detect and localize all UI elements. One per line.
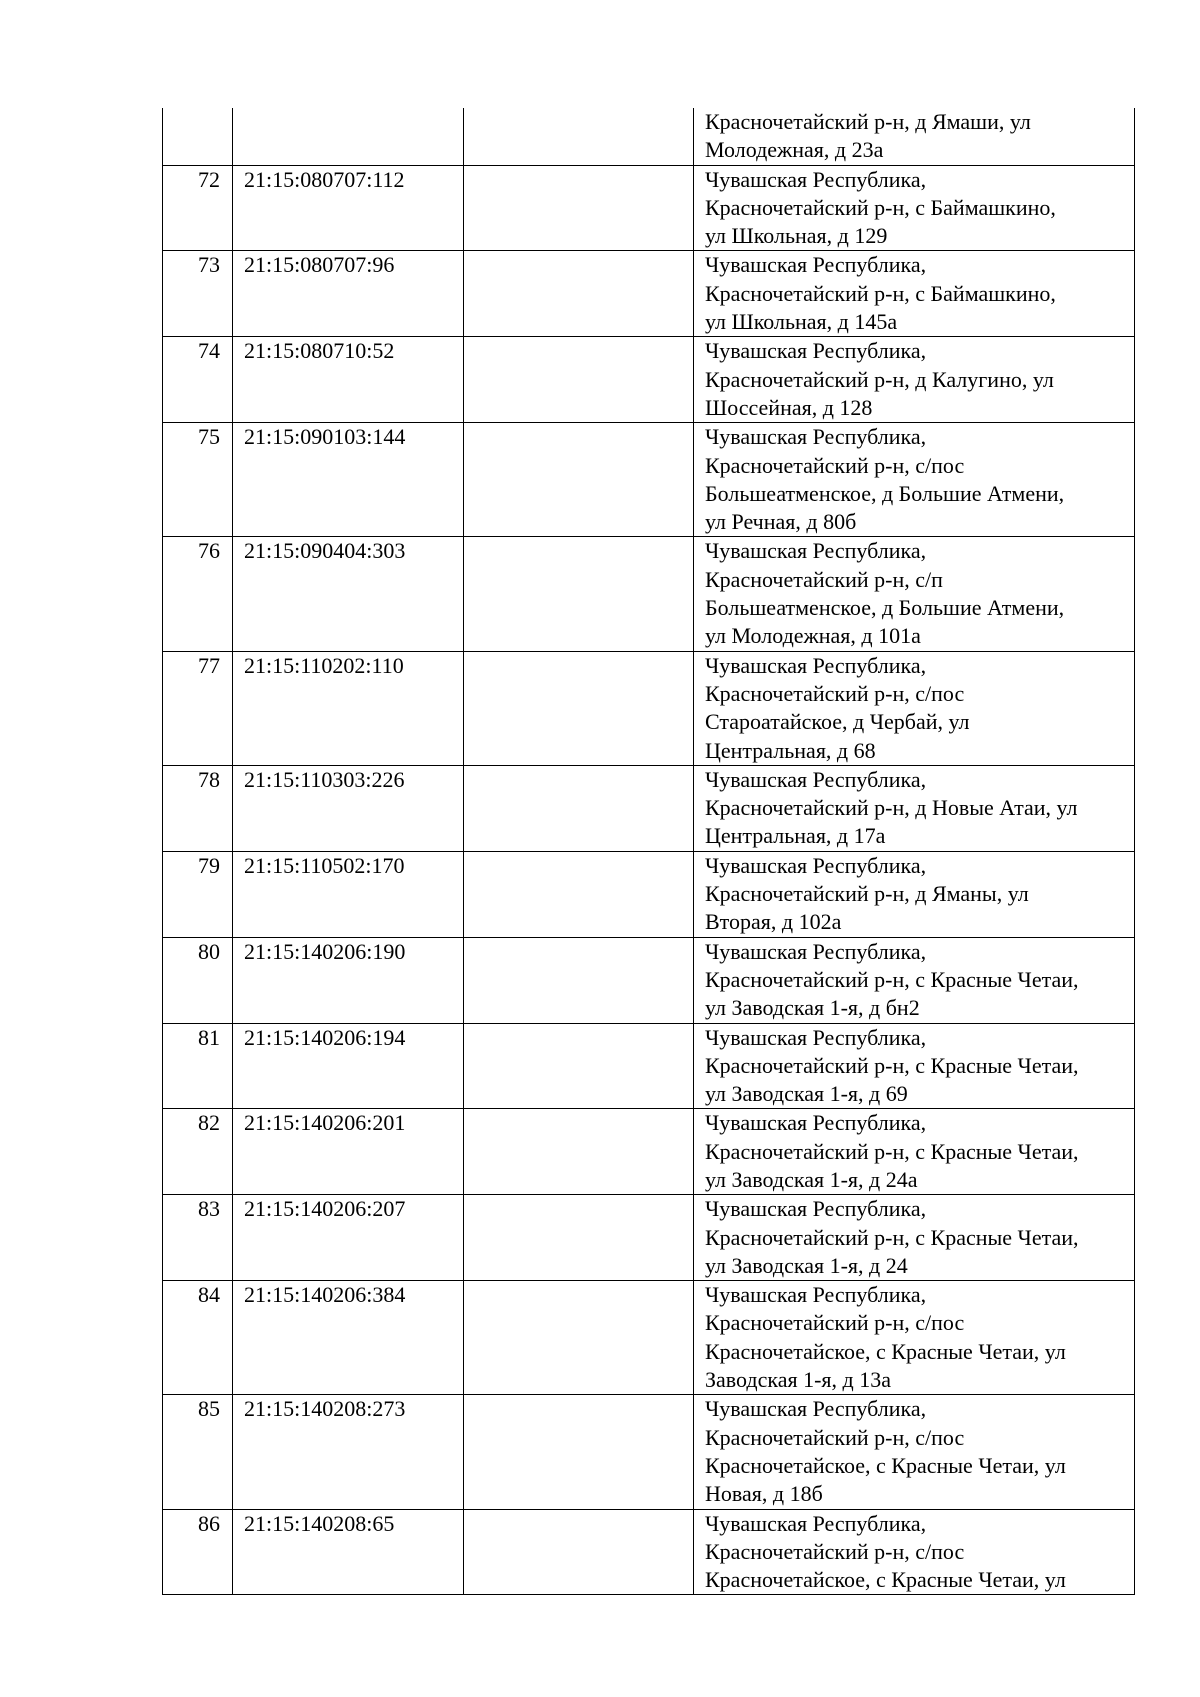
address-line: Большеатменское, д Большие Атмени, <box>705 595 1065 621</box>
row-number-cell: 79 <box>163 851 233 937</box>
address-line: Чувашская Республика, <box>705 1110 927 1136</box>
table-row <box>163 537 1135 651</box>
row-number-cell: 76 <box>163 537 233 651</box>
address-line: ул Молодежная, д 101а <box>705 623 921 649</box>
row-number-cell: 84 <box>163 1281 233 1395</box>
address-cell <box>694 251 1135 337</box>
address-line: Красночетайский р-н, с Красные Четаи, <box>705 966 1079 992</box>
address-line: Красночетайский р-н, с Красные Четаи, <box>705 1224 1079 1250</box>
property-table <box>162 108 1135 1595</box>
address-line: Красночетайское, с Красные Четаи, ул <box>705 1567 1066 1593</box>
address-line: Чувашская Республика, <box>705 938 927 964</box>
empty-cell <box>464 537 694 651</box>
address-line: Чувашская Республика, <box>705 538 927 564</box>
table-row <box>163 937 1135 1023</box>
address-line: ул Заводская 1-я, д 24 <box>705 1252 908 1278</box>
address-cell <box>694 851 1135 937</box>
empty-cell <box>464 108 694 165</box>
table-row <box>163 1195 1135 1281</box>
address-cell <box>694 937 1135 1023</box>
address-line: Чувашская Республика, <box>705 1510 927 1536</box>
empty-cell <box>464 651 694 765</box>
address-line: ул Заводская 1-я, д бн2 <box>705 995 920 1021</box>
table-row <box>163 1109 1135 1195</box>
address-line: Заводская 1-я, д 13а <box>705 1367 891 1393</box>
row-number-cell: 73 <box>163 251 233 337</box>
address-line: Красночетайский р-н, с/пос <box>705 1424 965 1450</box>
table-row <box>163 337 1135 423</box>
address-cell <box>694 1109 1135 1195</box>
address-line: Красночетайский р-н, с Красные Четаи, <box>705 1138 1079 1164</box>
row-number-cell: 86 <box>163 1509 233 1595</box>
address-line: Красночетайский р-н, д Новые Атаи, ул <box>705 795 1078 821</box>
cadastral-number-cell: 21:15:110502:170 <box>233 851 464 937</box>
address-line: Красночетайский р-н, с Красные Четаи, <box>705 1052 1079 1078</box>
address-cell <box>694 108 1135 165</box>
cadastral-number-cell: 21:15:140208:273 <box>233 1395 464 1509</box>
address-line: Красночетайский р-н, д Ямаши, ул <box>705 109 1031 134</box>
address-line: Красночетайский р-н, с Баймашкино, <box>705 280 1056 306</box>
cadastral-number-cell: 21:15:080707:96 <box>233 251 464 337</box>
address-line: Чувашская Республика, <box>705 1024 927 1050</box>
address-line: ул Речная, д 80б <box>705 509 857 535</box>
address-line: Красночетайский р-н, с/пос <box>705 452 965 478</box>
row-number-cell: 81 <box>163 1023 233 1109</box>
address-line: Красночетайский р-н, д Калугино, ул <box>705 366 1054 392</box>
empty-cell <box>464 337 694 423</box>
row-number-cell: 83 <box>163 1195 233 1281</box>
address-line: Красночетайское, с Красные Четаи, ул <box>705 1452 1066 1478</box>
address-cell <box>694 1281 1135 1395</box>
cadastral-number-cell: 21:15:140206:207 <box>233 1195 464 1281</box>
table-row <box>163 1509 1135 1595</box>
empty-cell <box>464 1281 694 1395</box>
address-line: Чувашская Республика, <box>705 1196 927 1222</box>
address-line: ул Заводская 1-я, д 24а <box>705 1166 918 1192</box>
row-number-cell: 75 <box>163 423 233 537</box>
address-line: Красночетайский р-н, с/п <box>705 566 943 592</box>
address-line: Новая, д 18б <box>705 1481 823 1507</box>
address-line: Центральная, д 17а <box>705 823 886 849</box>
address-cell <box>694 423 1135 537</box>
cadastral-number-cell: 21:15:080710:52 <box>233 337 464 423</box>
cadastral-number-cell: 21:15:140206:190 <box>233 937 464 1023</box>
address-line: Красночетайский р-н, с/пос <box>705 680 965 706</box>
address-line: ул Школьная, д 129 <box>705 223 888 249</box>
cadastral-number-cell: 21:15:140206:384 <box>233 1281 464 1395</box>
cadastral-number-cell: 21:15:090103:144 <box>233 423 464 537</box>
address-line: Чувашская Республика, <box>705 852 927 878</box>
cadastral-number-cell: 21:15:140206:201 <box>233 1109 464 1195</box>
empty-cell <box>464 1023 694 1109</box>
property-table-body <box>163 108 1135 1595</box>
empty-cell <box>464 165 694 251</box>
table-row <box>163 423 1135 537</box>
address-line: Чувашская Республика, <box>705 1396 927 1422</box>
empty-cell <box>464 1509 694 1595</box>
address-line: Большеатменское, д Большие Атмени, <box>705 480 1065 506</box>
table-row <box>163 165 1135 251</box>
address-line: Чувашская Республика, <box>705 1282 927 1308</box>
row-number-cell: 82 <box>163 1109 233 1195</box>
empty-cell <box>464 765 694 851</box>
address-line: Центральная, д 68 <box>705 737 876 763</box>
empty-cell <box>464 1195 694 1281</box>
row-number-cell: 77 <box>163 651 233 765</box>
address-line: ул Школьная, д 145а <box>705 309 898 335</box>
address-line: Чувашская Республика, <box>705 166 927 192</box>
address-line: Красночетайское, с Красные Четаи, ул <box>705 1338 1066 1364</box>
address-line: Чувашская Республика, <box>705 252 927 278</box>
cadastral-number-cell: 21:15:090404:303 <box>233 537 464 651</box>
row-number-cell: 80 <box>163 937 233 1023</box>
address-line: ул Заводская 1-я, д 69 <box>705 1081 908 1107</box>
empty-cell <box>464 1395 694 1509</box>
address-line: Шоссейная, д 128 <box>705 394 873 420</box>
address-line: Вторая, д 102а <box>705 909 842 935</box>
address-line: Красночетайский р-н, с Баймашкино, <box>705 194 1056 220</box>
cadastral-number-cell: 21:15:080707:112 <box>233 165 464 251</box>
address-cell <box>694 765 1135 851</box>
address-line: Красночетайский р-н, с/пос <box>705 1538 965 1564</box>
table-row <box>163 108 1135 165</box>
table-row <box>163 1281 1135 1395</box>
empty-cell <box>464 851 694 937</box>
row-number-cell: 74 <box>163 337 233 423</box>
address-line: Красночетайский р-н, с/пос <box>705 1310 965 1336</box>
cadastral-number-cell: 21:15:140206:194 <box>233 1023 464 1109</box>
address-cell <box>694 1509 1135 1595</box>
table-row <box>163 1023 1135 1109</box>
cadastral-number-cell: 21:15:140208:65 <box>233 1509 464 1595</box>
empty-cell <box>464 1109 694 1195</box>
address-line: Чувашская Республика, <box>705 424 927 450</box>
address-cell <box>694 651 1135 765</box>
row-number-cell: 78 <box>163 765 233 851</box>
address-line: Чувашская Республика, <box>705 652 927 678</box>
row-number-cell <box>163 108 233 165</box>
empty-cell <box>464 251 694 337</box>
table-row <box>163 1395 1135 1509</box>
address-cell <box>694 537 1135 651</box>
address-line: Староатайское, д Чербай, ул <box>705 709 970 735</box>
address-cell <box>694 1023 1135 1109</box>
cadastral-number-cell <box>233 108 464 165</box>
address-cell <box>694 1395 1135 1509</box>
table-row <box>163 851 1135 937</box>
address-cell <box>694 1195 1135 1281</box>
address-line: Молодежная, д 23а <box>705 137 884 163</box>
address-cell <box>694 337 1135 423</box>
address-line: Чувашская Республика, <box>705 766 927 792</box>
row-number-cell: 85 <box>163 1395 233 1509</box>
address-line: Красночетайский р-н, д Яманы, ул <box>705 881 1029 907</box>
table-row <box>163 765 1135 851</box>
table-row <box>163 251 1135 337</box>
address-cell <box>694 165 1135 251</box>
address-line: Чувашская Республика, <box>705 338 927 364</box>
cadastral-number-cell: 21:15:110303:226 <box>233 765 464 851</box>
table-row <box>163 651 1135 765</box>
cadastral-number-cell: 21:15:110202:110 <box>233 651 464 765</box>
row-number-cell: 72 <box>163 165 233 251</box>
empty-cell <box>464 423 694 537</box>
empty-cell <box>464 937 694 1023</box>
